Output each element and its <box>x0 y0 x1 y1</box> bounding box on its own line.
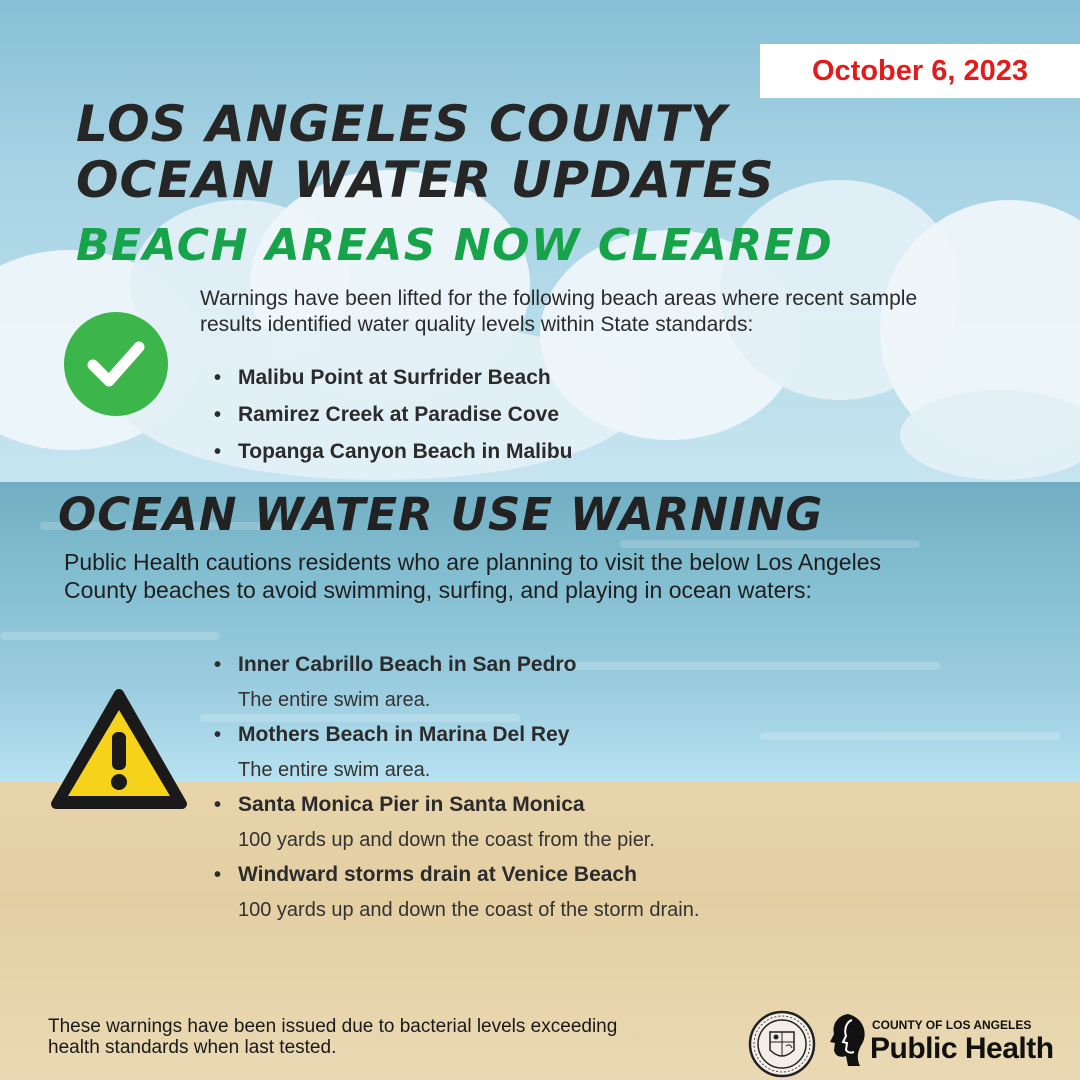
warning-heading: OCEAN WATER USE WARNING <box>58 488 824 541</box>
date-text: October 6, 2023 <box>812 54 1028 87</box>
cleared-list <box>214 362 572 473</box>
beach-name: • Windward storms drain at Venice Beach <box>214 860 699 894</box>
title-line-2: OCEAN WATER UPDATES <box>76 151 775 209</box>
beach-desc: The entire swim area. <box>238 689 431 711</box>
beach-name: • Mothers Beach in Marina Del Rey <box>214 720 699 754</box>
list-item <box>214 650 699 720</box>
beach-desc: The entire swim area. <box>238 759 431 781</box>
beach-desc: 100 yards up and down the coast from the pier. <box>238 829 655 851</box>
check-circle-icon <box>64 312 168 416</box>
public-health-logo <box>826 1012 1056 1068</box>
county-seal-icon <box>748 1010 816 1078</box>
title-line-1: LOS ANGELES COUNTY <box>76 95 728 153</box>
footer-note: These warnings have been issued due to bacterial levels exceeding health standards when last tested. <box>48 1016 618 1058</box>
date-badge <box>760 44 1080 98</box>
warning-triangle-icon <box>48 686 190 814</box>
list-item <box>214 720 699 790</box>
beach-desc: 100 yards up and down the coast of the storm drain. <box>238 899 700 921</box>
list-item: • Malibu Point at Surfrider Beach <box>214 362 572 399</box>
beach-name: • Inner Cabrillo Beach in San Pedro <box>214 650 699 684</box>
logo-public-health-text: Public Health <box>870 1032 1054 1065</box>
cleared-intro: Warnings have been lifted for the following beach areas where recent sample results identified water quality levels within State standards: <box>200 287 918 336</box>
list-item: • Topanga Canyon Beach in Malibu <box>214 436 572 473</box>
warning-list <box>214 650 699 930</box>
warning-intro: Public Health cautions residents who are planning to visit the below Los Angeles County beaches to avoid swimming, surfing, and playing in ocean waters: <box>64 549 881 603</box>
logo-county-text: COUNTY OF LOS ANGELES <box>872 1018 1032 1032</box>
profile-silhouette-icon <box>826 1012 870 1068</box>
cleared-heading: BEACH AREAS NOW CLEARED <box>76 220 834 271</box>
list-item <box>214 790 699 860</box>
beach-name: • Santa Monica Pier in Santa Monica <box>214 790 699 824</box>
page-title <box>76 96 775 208</box>
list-item <box>214 860 699 930</box>
list-item: • Ramirez Creek at Paradise Cove <box>214 399 572 436</box>
